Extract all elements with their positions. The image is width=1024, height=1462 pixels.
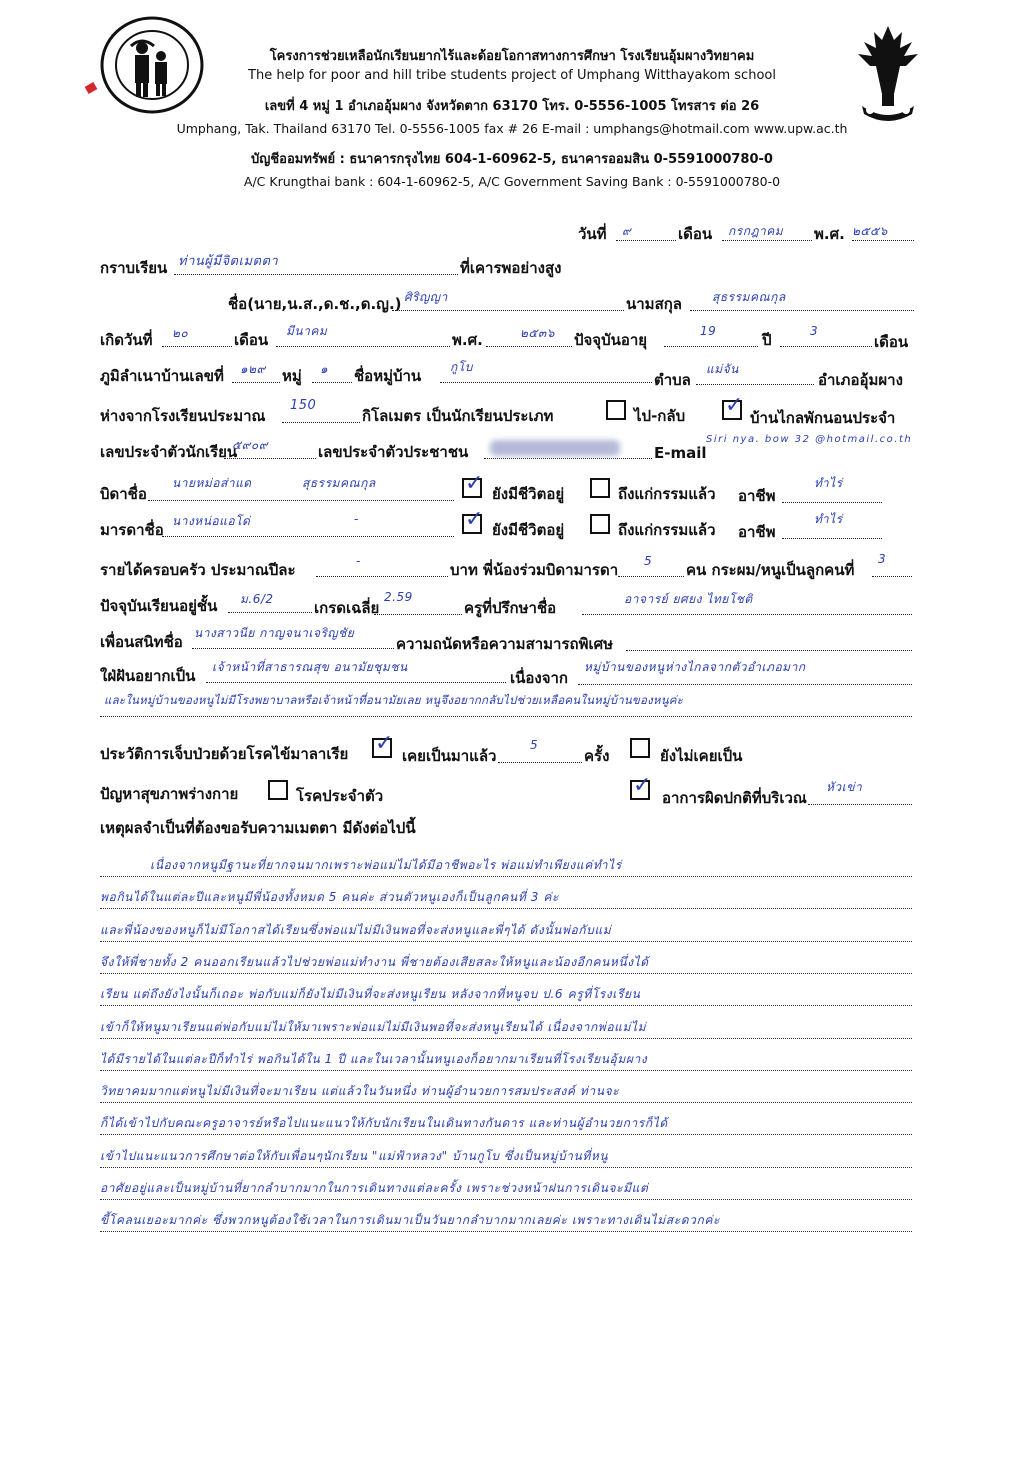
header-project-english: The help for poor and hill tribe students project of Umphang Witthayakom school xyxy=(248,68,776,83)
student-id-label: เลขประจำตัวนักเรียน xyxy=(100,443,238,461)
birth-day-label: เกิดวันที่ xyxy=(100,331,153,349)
chronic-disease-checkbox[interactable] xyxy=(268,780,288,800)
abnormal-value: หัวเข่า xyxy=(826,780,863,794)
dream-label: ใฝ่ฝันอยากเป็น xyxy=(100,667,196,685)
because-value: หมู่บ้านของหนูห่างไกลจากตัวอำเภอมาก xyxy=(584,660,806,674)
salutation-label: กราบเรียน xyxy=(100,259,168,277)
essay-line: เรียน แต่ถึงยังไงนั้นก็เถอะ พ่อกับแม่ก็ยังไม่มีเงินที่จะส่งหนูเรียน หลังจากที่หนูจบ ป.6 ครูที่โรงเรียน xyxy=(100,987,641,1002)
gpa-value: 2.59 xyxy=(384,590,413,604)
chronic-disease-label: โรคประจำตัว xyxy=(296,787,384,805)
essay-rule xyxy=(100,1038,912,1039)
siblings-value: 5 xyxy=(644,554,653,568)
mother-job-value: ทำไร่ xyxy=(814,512,843,526)
header-bank-english: A/C Krungthai bank : 604-1-60962-5, A/C Government Saving Bank : 0-5591000780-0 xyxy=(243,174,781,189)
header-address-thai: เลขที่ 4 หมู่ 1 อำเภออุ้มผาง จังหวัดตาก 63170 โทร. 0-5556-1005 โทรสาร ต่อ 26 xyxy=(264,99,760,114)
citizen-id-redacted xyxy=(490,440,620,456)
advisor-value: อาจารย์ ยศยง ไทยโชติ xyxy=(624,592,753,606)
father-alive-checkbox[interactable] xyxy=(462,471,484,498)
essay-line: ก็ได้เข้าไปกับคณะครูอาจารย์หรือไปแนะแนวให้กับนักเรียนในเดินทางกันดาร และท่านผู้อำนวยการก็ได้ xyxy=(100,1116,668,1131)
header-bank-thai: บัญชีออมทรัพย์ : ธนาคารกรุงไทย 604-1-60962-5, ธนาคารออมสิน 0-5591000780-0 xyxy=(251,152,773,167)
essay-line: เข้าไปแนะแนวการศึกษาต่อให้กับเพื่อนๆนักเรียน "แม่ฟ้าหลวง" บ้านกูโบ ซึ่งเป็นหมู่บ้านที่หนู xyxy=(100,1148,609,1163)
student-id-value: ๕๙๐๙ xyxy=(232,438,268,452)
essay-rule xyxy=(100,1231,912,1232)
essay-rule xyxy=(100,1134,912,1135)
because-continuation: และในหมู่บ้านของหนูไม่มีโรงพยาบาลหรือเจ้าหน้าที่อนามัยเลย หนูจึงอยากกลับไปช่วยเหลือคนในหมู่บ้านของหนูค่ะ xyxy=(104,693,684,707)
distance-unit-label: กิโลเมตร เป็นนักเรียนประเภท xyxy=(362,407,554,425)
malaria-label: ประวัติการเจ็บป่วยด้วยโรคไข้มาลาเรีย xyxy=(100,745,349,763)
moo-value: ๑ xyxy=(320,362,329,376)
district-label: อำเภออุ้มผาง xyxy=(818,371,903,389)
birth-order-value: 3 xyxy=(878,552,887,566)
essay-line: ได้มีรายได้ในแต่ละปีก็ทำไร่ พอกินได้ใน 1 ปี และในเวลานั้นหนูเองก็อยากมาเรียนที่โรงเรียนอุ้มผาง xyxy=(100,1051,648,1066)
red-mark xyxy=(85,82,98,94)
mother-surname-value: - xyxy=(354,512,359,526)
mother-alive-checkbox[interactable] xyxy=(462,507,484,534)
checkmark-icon: ✓ xyxy=(465,507,484,532)
birth-month-label: เดือน xyxy=(234,331,269,349)
salutation-suffix: ที่เคารพอย่างสูง xyxy=(460,259,562,277)
essay-line: ขี้โคลนเยอะมากค่ะ ซึ่งพวกหนูต้องใช้เวลาในการเดินมาเป็นวันยากลำบากมากเลยค่ะ เพราะทางเดินไม่สะดวกค่ะ xyxy=(100,1213,721,1228)
commute-label: ไป-กลับ xyxy=(634,407,686,425)
malaria-times-unit: ครั้ง xyxy=(584,747,610,765)
malaria-had-label: เคยเป็นมาแล้ว xyxy=(402,747,497,765)
boarding-label: บ้านไกลพักนอนประจำ xyxy=(750,409,896,427)
date-year-label: พ.ศ. xyxy=(814,225,845,243)
advisor-label: ครูที่ปรึกษาชื่อ xyxy=(464,599,557,617)
father-label: บิดาชื่อ xyxy=(100,485,147,503)
checkmark-icon: ✓ xyxy=(465,471,484,496)
hometown-label: ภูมิลำเนาบ้านเลขที่ xyxy=(100,367,224,385)
surname-value: สุธรรมคณกุล xyxy=(712,290,786,304)
father-surname-value: สุธรรมคณกุล xyxy=(302,476,376,490)
date-day-label: วันที่ xyxy=(578,225,607,243)
essay-rule xyxy=(100,1070,912,1071)
essay-line: เนื่องจากหนูมีฐานะที่ยากจนมากเพราะพ่อแม่ไม่ได้มีอาชีพอะไร พ่อแม่ทำเพียงแค่ทำไร่ xyxy=(150,858,622,872)
age-label: ปัจจุบันอายุ xyxy=(574,331,648,349)
siblings-unit-label: คน กระผม/หนูเป็นลูกคนที่ xyxy=(686,561,855,579)
essay-line: เข้าก็ให้หนูมาเรียนแต่พ่อกับแม่ไม่ให้มาเพราะพ่อแม่ไม่มีเงินพอที่จะส่งหนูเรียนได้ เนื่องจากพ่อแม่ไม่ xyxy=(100,1019,647,1034)
friend-label: เพื่อนสนิทชื่อ xyxy=(100,633,183,651)
mother-alive-label: ยังมีชีวิตอยู่ xyxy=(492,521,565,539)
father-name-value: นายหม่อส่าแด xyxy=(172,476,252,490)
date-month-label: เดือน xyxy=(678,225,713,243)
mother-deceased-checkbox[interactable] xyxy=(590,514,610,534)
essay-rule xyxy=(100,1102,912,1103)
reason-label: เหตุผลจำเป็นที่ต้องขอรับความเมตตา มีดังต่อไปนี้ xyxy=(100,819,416,837)
mother-job-label: อาชีพ xyxy=(738,523,776,541)
essay-line: อาศัยอยู่และเป็นหมู่บ้านที่ยากลำบากมากในการเดินทางแต่ละครั้ง เพราะช่วงหน้าฝนการเดินจะมีแต่ xyxy=(100,1181,649,1195)
class-value: ม.6/2 xyxy=(240,592,274,606)
essay-line: จึงให้พี่ชายทั้ง 2 คนออกเรียนแล้วไปช่วยพ่อแม่ทำงาน พี่ชายต้องเสียสละให้หนูและน้องอีกคนหนึ่งได้ xyxy=(100,954,649,969)
checkmark-icon: ✓ xyxy=(725,393,744,418)
gpa-label: เกรดเฉลี่ย xyxy=(314,599,380,617)
date-year-value: ๒๕๕๖ xyxy=(852,224,888,238)
commute-checkbox[interactable] xyxy=(606,400,626,420)
distance-value: 150 xyxy=(290,398,317,413)
date-month-value: กรกฎาคม xyxy=(728,224,784,238)
mother-label: มารดาชื่อ xyxy=(100,521,164,539)
essay-rule xyxy=(100,876,912,877)
because-label: เนื่องจาก xyxy=(510,669,569,687)
salutation-value: ท่านผู้มีจิตเมตตา xyxy=(178,254,279,269)
name-value: ศิริญญา xyxy=(404,290,448,304)
malaria-never-checkbox[interactable] xyxy=(630,738,650,758)
citizen-id-label: เลขประจำตัวประชาชน xyxy=(318,443,469,461)
email-label: E-mail xyxy=(654,444,707,462)
essay-rule xyxy=(100,908,912,909)
income-value: - xyxy=(356,554,361,568)
father-alive-label: ยังมีชีวิตอยู่ xyxy=(492,485,565,503)
income-label: รายได้ครอบครัว ประมาณปีละ xyxy=(100,561,296,579)
subdistrict-value: แม่จัน xyxy=(706,362,739,376)
dream-value: เจ้าหน้าที่สาธารณสุข อนามัยชุมชน xyxy=(212,660,408,674)
distance-label: ห่างจากโรงเรียนประมาณ xyxy=(100,407,266,425)
birth-year-label: พ.ศ. xyxy=(452,331,483,349)
name-label: ชื่อ(นาย,น.ส.,ด.ช.,ด.ญ.) xyxy=(228,295,402,313)
house-number-value: ๑๒๙ xyxy=(240,362,266,376)
birth-year-value: ๒๕๓๖ xyxy=(520,326,555,340)
header-address-english: Umphang, Tak. Thailand 63170 Tel. 0-5556-1005 fax # 26 E-mail : umphangs@hotmail.com www.upw.ac.th xyxy=(176,121,848,136)
subdistrict-label: ตำบล xyxy=(654,371,691,389)
header-project-thai: โครงการช่วยเหลือนักเรียนยากไร้และด้อยโอกาสทางการศึกษา โรงเรียนอุ้มผางวิทยาคม xyxy=(269,49,755,64)
moo-label: หมู่ xyxy=(282,367,302,385)
class-label: ปัจจุบันเรียนอยู่ชั้น xyxy=(100,597,218,615)
talent-label: ความถนัดหรือความสามารถพิเศษ xyxy=(396,635,614,653)
abnormal-checkbox[interactable] xyxy=(630,773,652,800)
checkmark-icon: ✓ xyxy=(375,731,394,756)
birth-month-value: มีนาคม xyxy=(286,324,328,338)
age-value: 19 xyxy=(700,324,717,338)
village-value: กูโบ xyxy=(450,360,473,374)
malaria-never-label: ยังไม่เคยเป็น xyxy=(660,747,743,765)
essay-rule xyxy=(100,1005,912,1006)
birth-day-value: ๒๐ xyxy=(172,326,189,340)
abnormal-label: อาการผิดปกติที่บริเวณ xyxy=(662,789,807,807)
essay-line: พอกินได้ในแต่ละปีและหนูมีพี่น้องทั้งหมด 5 คนค่ะ ส่วนตัวหนูเองก็เป็นลูกคนที่ 3 ค่ะ xyxy=(100,890,560,905)
health-label: ปัญหาสุขภาพร่างกาย xyxy=(100,785,239,803)
mother-deceased-label: ถึงแก่กรรมแล้ว xyxy=(618,521,716,539)
surname-label: นามสกุล xyxy=(626,295,682,313)
email-value: Siri nya. bow 32 @hotmail.co.th xyxy=(706,434,913,445)
income-unit-label: บาท พี่น้องร่วมบิดามารดา xyxy=(450,561,619,579)
father-deceased-checkbox[interactable] xyxy=(590,478,610,498)
mother-name-value: นางหน่อแอโด่ xyxy=(172,514,251,528)
father-deceased-label: ถึงแก่กรรมแล้ว xyxy=(618,485,716,503)
age-year-unit: ปี xyxy=(762,331,772,349)
father-job-label: อาชีพ xyxy=(738,487,776,505)
age-month-unit: เดือน xyxy=(874,333,909,351)
age-months-value: 3 xyxy=(810,324,819,338)
essay-line: และพี่น้องของหนูก็ไม่มีโอกาสได้เรียนซึ่งพ่อแม่ไม่มีเงินพอที่จะส่งหนูและพี่ๆได้ ดังนั้นพ่อกับแม่ xyxy=(100,922,612,937)
checkmark-icon: ✓ xyxy=(633,773,652,798)
essay-rule xyxy=(100,1167,912,1168)
essay-line: วิทยาคมมากแต่หนูไม่มีเงินที่จะมาเรียน แต่แล้วในวันหนึ่ง ท่านผู้อำนวยการสมประสงค์ ท่านจะ xyxy=(100,1084,620,1099)
malaria-times-value: 5 xyxy=(530,738,539,752)
father-job-value: ทำไร่ xyxy=(814,476,843,490)
malaria-had-checkbox[interactable] xyxy=(372,731,394,758)
friend-value: นางสาวนีย กาญจนาเจริญชัย xyxy=(194,626,355,640)
essay-rule xyxy=(100,973,912,974)
boarding-checkbox[interactable] xyxy=(722,393,744,420)
essay-rule xyxy=(100,941,912,942)
essay-rule xyxy=(100,1199,912,1200)
date-day-value: ๙ xyxy=(622,224,632,238)
village-label: ชื่อหมู่บ้าน xyxy=(354,367,422,385)
